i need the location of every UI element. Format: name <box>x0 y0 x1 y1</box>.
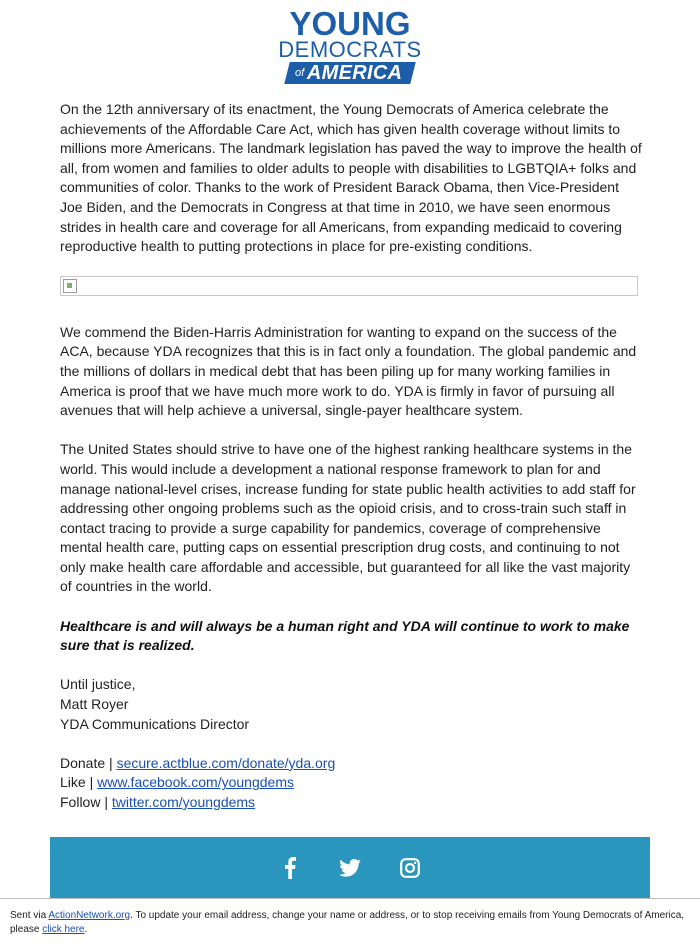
paragraph-commend: We commend the Biden-Harris Administration for wanting to expand on the success of the ACA, because YDA recognizes that this is in fact only a foundation. The global pandemic and the millions of dollars in medical debt that has been piling up for many working families in America is proof that we have much more work to do. YDA is firmly in favor of pursuing all avenues that will help achieve a universal, single-payer healthcare system. <box>60 323 637 419</box>
logo-of-text: of <box>295 67 305 79</box>
broken-image-icon <box>63 279 77 293</box>
donate-link[interactable]: secure.actblue.com/donate/yda.org <box>116 754 336 771</box>
footer-prefix: Sent via <box>10 910 49 921</box>
paragraph-anniversary: On the 12th anniversary of its enactment, the Young Democrats of America celebrate the achievements of the Affordable Care Act, which has given health coverage without limits to millions more Americans. The landmark legislation has paved the way to improve the health of all, from women and families to older adults to people with disabilities to LGBTQIA+ folks and communities of color. Thanks to the work of President Barack Obama, then Vice-President Joe Biden, and the Democrats in Congress at that time in 2010, we have seen enormous strides in health care and coverage for all Americans, from expanding medicaid to covering reproductive health to putting protections in place for pre-existing conditions. <box>60 101 642 255</box>
logo-young-text: YOUNG <box>289 5 411 42</box>
yda-logo <box>0 5 700 84</box>
footer-suffix: . <box>84 924 88 935</box>
sign-off: Until justice, <box>60 676 136 693</box>
logo-banner <box>284 62 415 84</box>
email-body <box>60 100 645 813</box>
twitter-link[interactable]: twitter.com/youngdems <box>111 794 256 810</box>
social-bar <box>50 837 650 899</box>
paragraph-human-right: Healthcare is and will always be a human right and YDA will continue to work to make sure that is realized. <box>60 617 630 654</box>
click-here-link[interactable]: click here <box>42 924 85 935</box>
signer-title: YDA Communications Director <box>60 715 250 732</box>
logo-democrats-text: DEMOCRATS <box>278 37 422 62</box>
donate-label: Donate | <box>60 754 117 771</box>
donate-line <box>60 754 645 774</box>
twitter-icon[interactable] <box>339 857 361 879</box>
follow-line <box>60 793 645 813</box>
like-line <box>60 773 645 793</box>
broken-image-placeholder <box>60 276 638 296</box>
signer-name: Matt Royer <box>60 696 129 713</box>
paragraph-healthcare-systems: The United States should strive to have one of the highest ranking healthcare systems in the world. This would include a development a national response framework to plan for and manage national-level crises, increase funding for state public health activities to add staff for addressing other ongoing problems such as the opioid crisis, and to cross-train such staff in contact tracing to provide a surge capability for pandemics, coverage of comprehensive mental health care, putting caps on essential prescription drug costs, and continuing to not only make health care affordable and accessible, but guaranteed for all like the vast majority of countries in the world. <box>60 441 636 595</box>
instagram-icon[interactable] <box>399 857 421 879</box>
facebook-link[interactable]: www.facebook.com/youngdems <box>97 774 294 791</box>
email-footer <box>0 898 700 948</box>
footer-middle: . To update your email address, change your name or address, or to stop receiving emails from Young Democrats of America, please <box>10 910 685 935</box>
follow-label: Follow | <box>60 794 112 810</box>
logo-america-text: AMERICA <box>307 61 403 84</box>
actionnetwork-link[interactable]: ActionNetwork.org <box>48 910 131 921</box>
facebook-icon[interactable] <box>279 857 301 879</box>
like-label: Like | <box>60 774 98 791</box>
